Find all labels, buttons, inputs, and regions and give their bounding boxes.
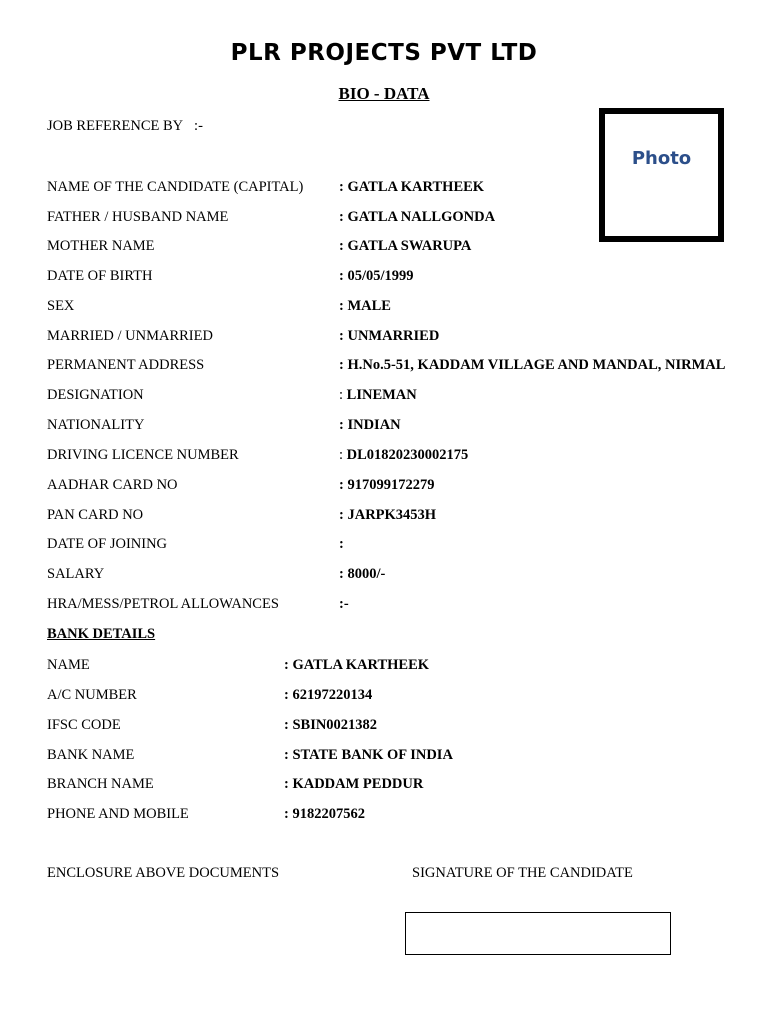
field-label-father-name: FATHER / HUSBAND NAME	[47, 209, 229, 225]
field-label-candidate-name: NAME OF THE CANDIDATE (CAPITAL)	[47, 179, 304, 195]
company-name: PLR PROJECTS PVT LTD	[230, 40, 538, 66]
field-value-marital-status: : UNMARRIED	[339, 328, 440, 344]
bank-value-account-number: : 62197220134	[284, 687, 373, 703]
field-label-marital-status: MARRIED / UNMARRIED	[47, 328, 213, 344]
signature-label: SIGNATURE OF THE CANDIDATE	[412, 865, 633, 881]
field-value-sex: : MALE	[339, 298, 391, 314]
bank-value-ifsc: : SBIN0021382	[284, 717, 378, 733]
bank-label-name: NAME	[47, 657, 90, 673]
field-label-salary: SALARY	[47, 566, 105, 582]
bank-value-phone: : 9182207562	[284, 806, 365, 822]
field-value-mother-name: : GATLA SWARUPA	[339, 238, 472, 254]
bank-label-phone: PHONE AND MOBILE	[47, 806, 189, 822]
field-value-nationality: : INDIAN	[339, 417, 401, 433]
bank-label-bank-name: BANK NAME	[47, 747, 135, 763]
field-label-aadhar: AADHAR CARD NO	[47, 477, 178, 493]
document-title: BIO - DATA	[338, 84, 430, 103]
field-value-salary: : 8000/-	[339, 566, 386, 582]
field-label-pan: PAN CARD NO	[47, 507, 144, 523]
bank-label-ifsc: IFSC CODE	[47, 717, 121, 733]
field-value-date-of-birth: : 05/05/1999	[339, 268, 414, 284]
field-label-sex: SEX	[47, 298, 75, 314]
job-reference-separator: :-	[194, 118, 203, 134]
enclosure-label: ENCLOSURE ABOVE DOCUMENTS	[47, 865, 280, 881]
bank-label-account-number: A/C NUMBER	[47, 687, 137, 703]
field-label-nationality: NATIONALITY	[47, 417, 145, 433]
field-label-allowances: HRA/MESS/PETROL ALLOWANCES	[47, 596, 279, 612]
field-value-aadhar: : 917099172279	[339, 477, 435, 493]
field-value-candidate-name: : GATLA KARTHEEK	[339, 179, 485, 195]
field-value-permanent-address: : H.No.5-51, KADDAM VILLAGE AND MANDAL, NIRMAL	[339, 357, 726, 373]
signature-box	[405, 912, 671, 955]
bank-value-bank-name: : STATE BANK OF INDIA	[284, 747, 453, 763]
bank-value-name: : GATLA KARTHEEK	[284, 657, 430, 673]
field-label-mother-name: MOTHER NAME	[47, 238, 155, 254]
field-label-permanent-address: PERMANENT ADDRESS	[47, 357, 205, 373]
photo-label: Photo	[631, 148, 692, 169]
field-value-pan: : JARPK3453H	[339, 507, 437, 523]
bank-label-branch: BRANCH NAME	[47, 776, 154, 792]
field-value-father-name: : GATLA NALLGONDA	[339, 209, 496, 225]
field-value-date-of-joining: :	[339, 536, 344, 552]
job-reference-label: JOB REFERENCE BY :-	[47, 118, 203, 134]
field-label-driving-licence: DRIVING LICENCE NUMBER	[47, 447, 239, 463]
field-label-date-of-birth: DATE OF BIRTH	[47, 268, 153, 284]
field-value-designation: : LINEMAN	[339, 387, 417, 403]
field-value-driving-licence: : DL01820230002175	[339, 447, 469, 463]
field-label-designation: DESIGNATION	[47, 387, 144, 403]
photo-placeholder	[599, 108, 724, 242]
bank-details-heading: BANK DETAILS	[47, 626, 156, 642]
bank-value-branch: : KADDAM PEDDUR	[284, 776, 424, 792]
field-label-date-of-joining: DATE OF JOINING	[47, 536, 168, 552]
field-value-allowances: :-	[339, 596, 349, 612]
